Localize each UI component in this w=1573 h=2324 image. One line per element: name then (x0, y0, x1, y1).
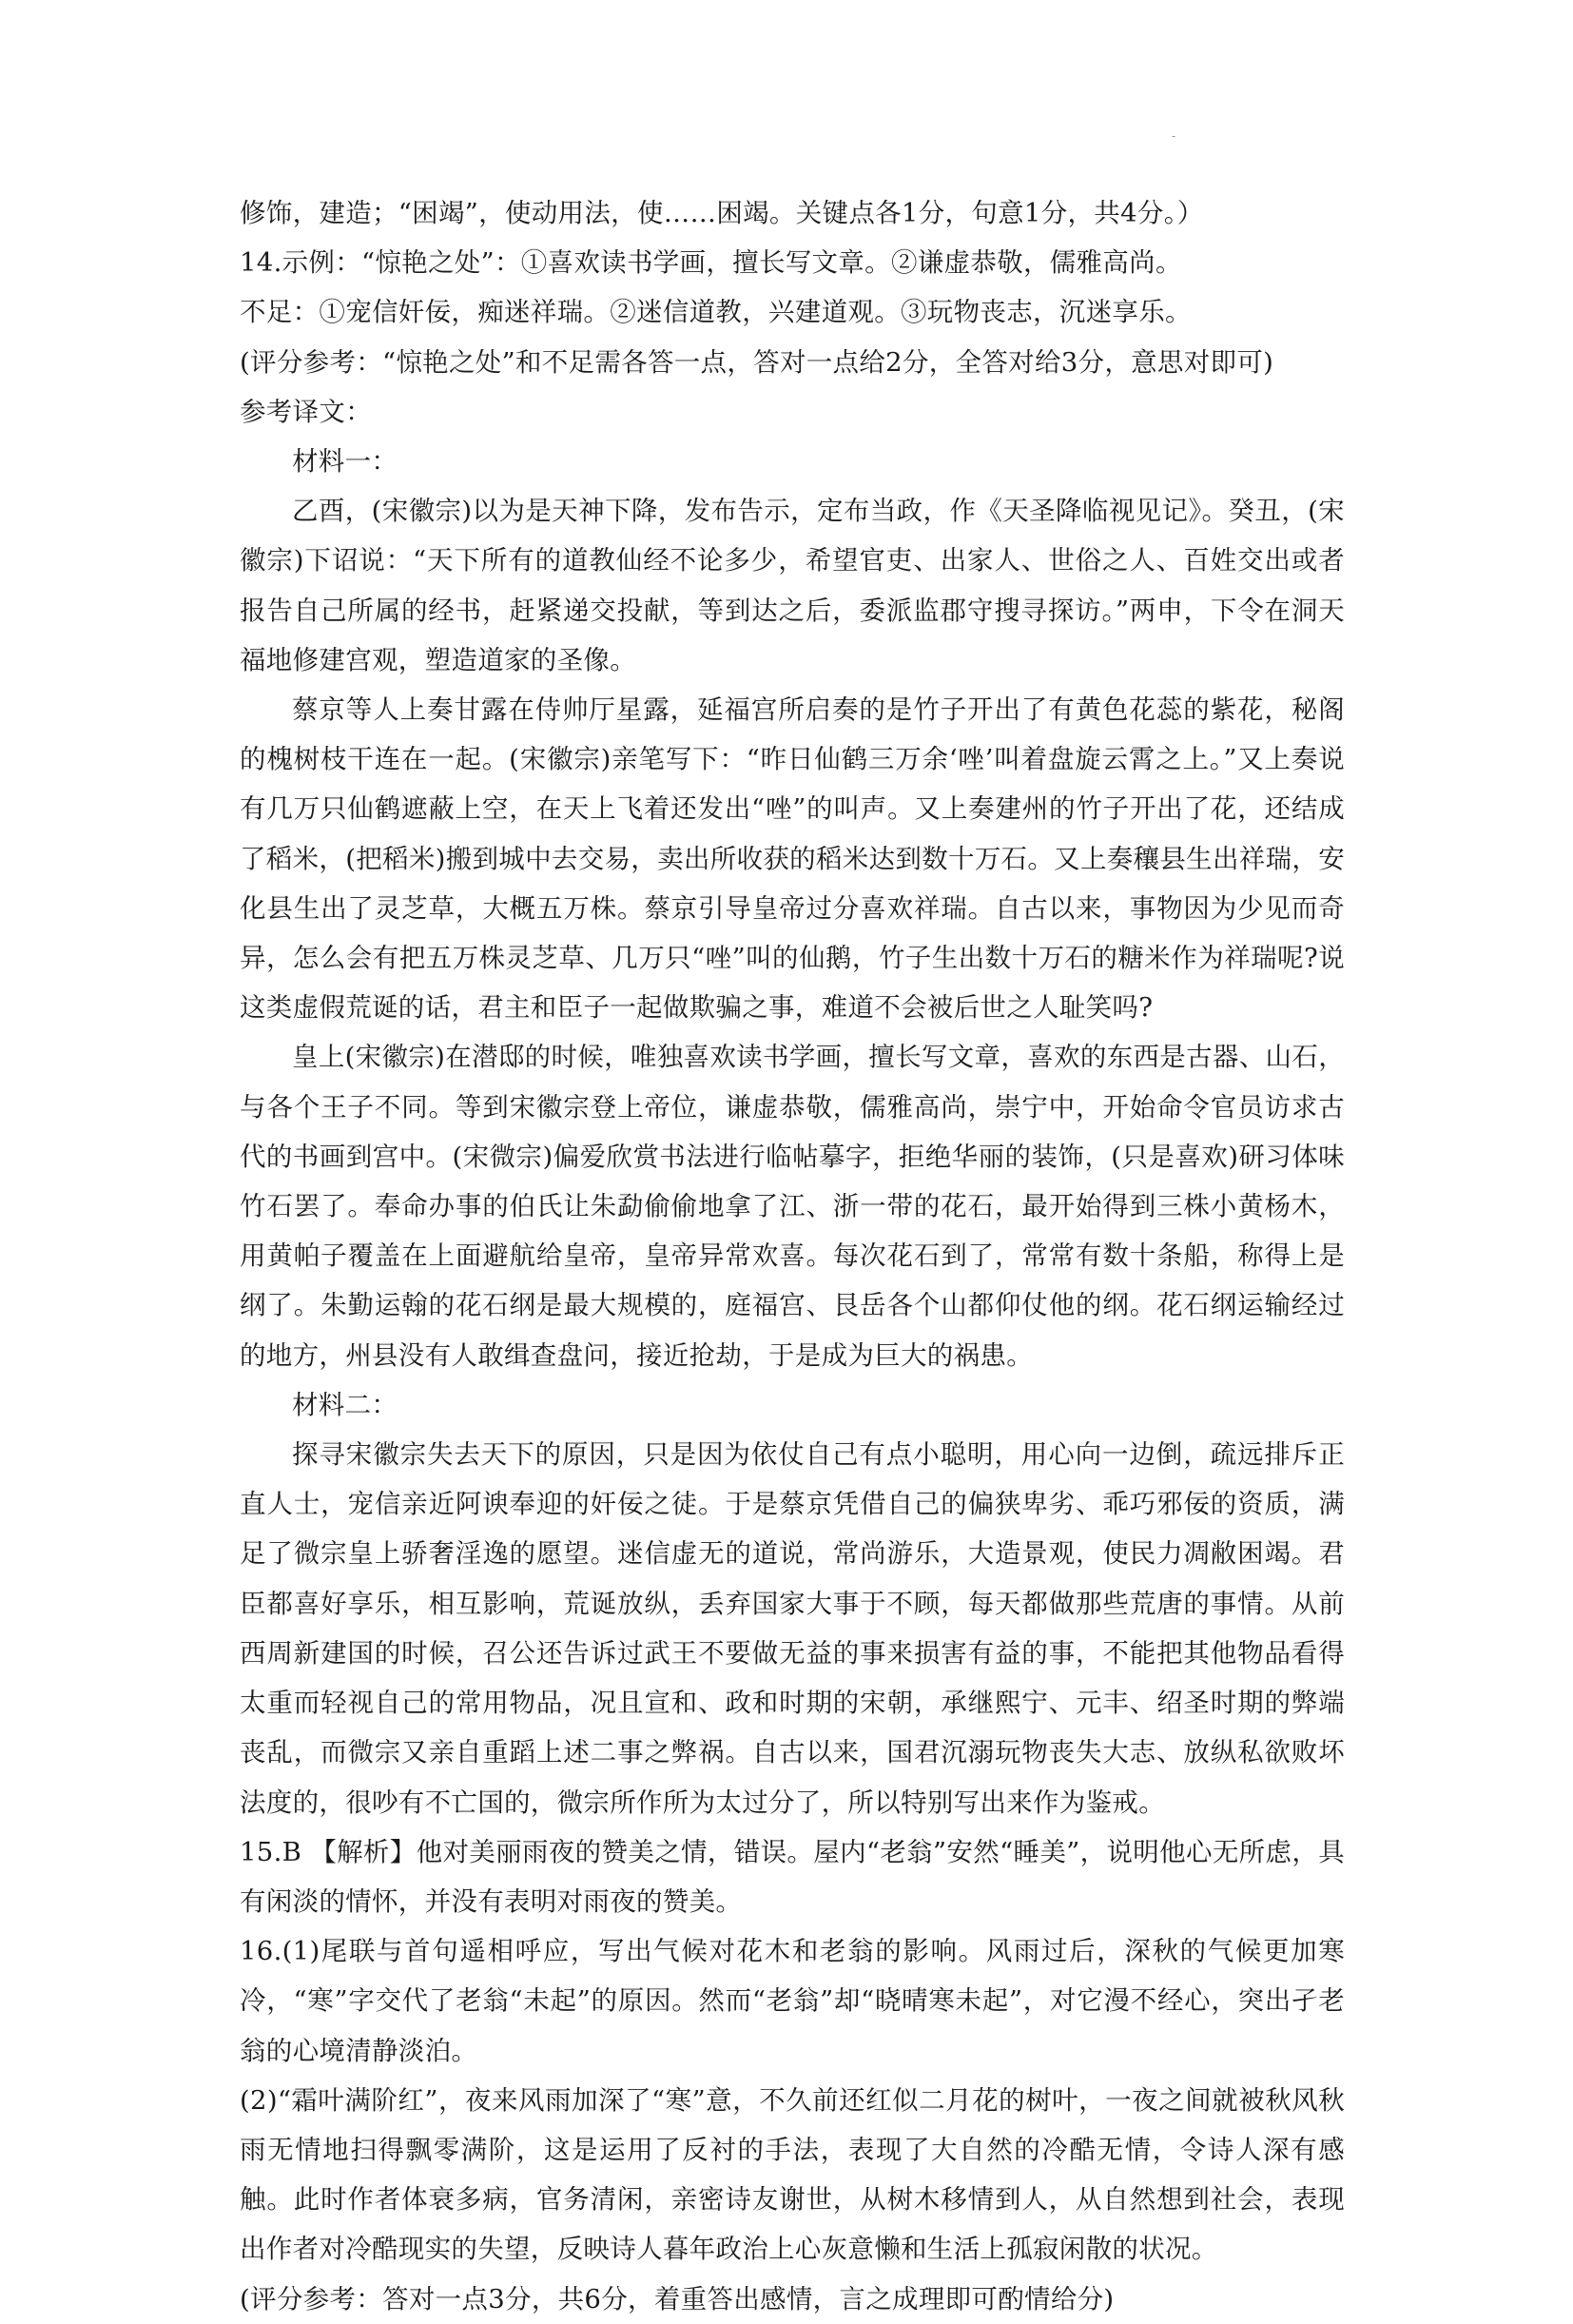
paragraph: (2)“霜叶满阶红”，夜来风雨加深了“寒”意，不久前还红似二月花的树叶，一夜之间就被秋风秋雨无情地扫得飘零满阶，这是运用了反衬的手法，表现了大自然的冷酷无情，令诗人深有感触。此时作者体衰多病，官务清闲，亲密诗友谢世，从树木移情到人，从自然想到社会，表现出作者对冷酷现实的失望，反映诗人暮年政治上心灰意懒和生活上孤寂闲散的状况。 (240, 2084, 1345, 2265)
paragraph: 修饰，建造；“困竭”，使动用法，使……困竭。关键点各1分，句意1分，共4分。） (240, 198, 1204, 228)
paragraph: 材料二： (292, 1389, 398, 1420)
paragraph: (评分参考：“惊艳之处”和不足需各答一点，答对一点给2分，全答对给3分，意思对即可) (240, 346, 1274, 378)
paragraph: 探寻宋徽宗失去天下的原因，只是因为依仗自己有点小聪明，用心向一边倒，疏远排斥正直人士，宠信亲近阿谀奉迎的奸佞之徒。于是蔡京凭借自己的偏狭卑劣、乖巧邪佞的资质，满足了微宗皇上骄奢淫逸的愿望。迷信虚无的道说，常尚游乐，大造景观，使民力凋敝困竭。君臣都喜好享乐，相互影响，荒诞放纵，丢弃国家大事于不顾，每天都做那些荒唐的事情。从前西周新建国的时候，召公还告诉过武王不要做无益的事来损害有益的事，不能把其他物品看得太重而轻视自己的常用物品，况且宣和、政和时期的宋朝，承继熙宁、元丰、绍圣时期的弊端丧乱，而微宗又亲自重蹈上述二事之弊祸。自古以来，国君沉溺玩物丧失大志、放纵私欲败坏法度的，很吵有不亡国的，微宗所作所为太过分了，所以特别写出来作为鉴戒。 (240, 1439, 1345, 1818)
paragraph: 15.B 【解析】他对美丽雨夜的赞美之情，错误。屋内“老翁”安然“睡美”，说明他心无所虑，具有闲淡的情怀，并没有表明对雨夜的赞美。 (240, 1836, 1345, 1917)
paragraph: 皇上(宋徽宗)在潜邸的时候，唯独喜欢读书学画，擅长写文章，喜欢的东西是古器、山石，与各个王子不同。等到宋徽宗登上帝位，谦虚恭敬，儒雅高尚，崇宁中，开始命令官员访求古代的书画到宫中。(宋微宗)偏爱欣赏书法进行临帖摹字，拒绝华丽的装饰，(只是喜欢)研习体味竹石罢了。奉命办事的伯氏让朱勐偷偷地拿了江、浙一带的花石，最开始得到三株小黄杨木，用黄帕子覆盖在上面避航给皇帝，皇帝异常欢喜。每次花石到了，常常有数十条船，称得上是纲了。朱勤运翰的花石纲是最大规模的，庭福宫、艮岳各个山都仰仗他的纲。花石纲运输经过的地方，州县没有人敢缉查盘问，接近抢劫，于是成为巨大的祸患。 (240, 1042, 1345, 1371)
page-mark: - (1172, 129, 1176, 143)
paragraph: 16.(1)尾联与首句遥相呼应，写出气候对花木和老翁的影响。风雨过后，深秋的气候更加寒冷，“寒”字交代了老翁“未起”的原因。然而“老翁”却“晓晴寒未起”，对它漫不经心，突出孑老翁的心境清静淡泊。 (240, 1936, 1345, 2066)
paragraph: (评分参考：答对一点3分，共6分，着重答出感情，言之成理即可酌情给分) (240, 2283, 1115, 2314)
paragraph: 蔡京等人上奏甘露在侍帅厅星露，延福宫所启奏的是竹子开出了有黄色花蕊的紫花，秘阁的槐树枝干连在一起。(宋徽宗)亲笔写下：“昨日仙鹤三万余‘唑’叫着盘旋云霄之上。”又上奏说有几万只仙鹤遮蔽上空，在天上飞着还发出“唑”的叫声。又上奏建州的竹子开出了花，还结成了稻米，(把稻米)搬到城中去交易，卖出所收获的稻米达到数十万石。又上奏穰县生出祥瑞，安化县生出了灵芝草，大概五万株。蔡京引导皇帝过分喜欢祥瑞。自古以来，事物因为少见而奇异，怎么会有把五万株灵芝草、几万只“唑”叫的仙鹅，竹子生出数十万石的糖米作为祥瑞呢?说这类虚假荒诞的话，君主和臣子一起做欺骗之事，难道不会被后世之人耻笑吗? (240, 694, 1345, 1024)
paragraph: 材料一： (292, 446, 398, 478)
paragraph: 14.示例：“惊艳之处”：①喜欢读书学画，擅长写文章。②谦虚恭敬，儒雅高尚。 (240, 247, 1182, 279)
paragraph: 不足：①宠信奸佞，痴迷祥瑞。②迷信道教，兴建道观。③玩物丧志，沉迷享乐。 (240, 297, 1192, 328)
paragraph: 乙酉，(宋徽宗)以为是天神下降，发布告示，定布当政，作《天圣降临视见记》。癸丑，(宋徽宗)下诏说：“天下所有的道教仙经不论多少，希望官吏、出家人、世俗之人、百姓交出或者报告自己所属的经书，赶紧递交投献，等到达之后，委派监郡守搜寻探访。”两申，下令在洞天福地修建宫观，塑造道家的圣像。 (240, 496, 1345, 675)
document-body (240, 188, 1345, 2324)
paragraph: 参考译文： (240, 396, 372, 427)
